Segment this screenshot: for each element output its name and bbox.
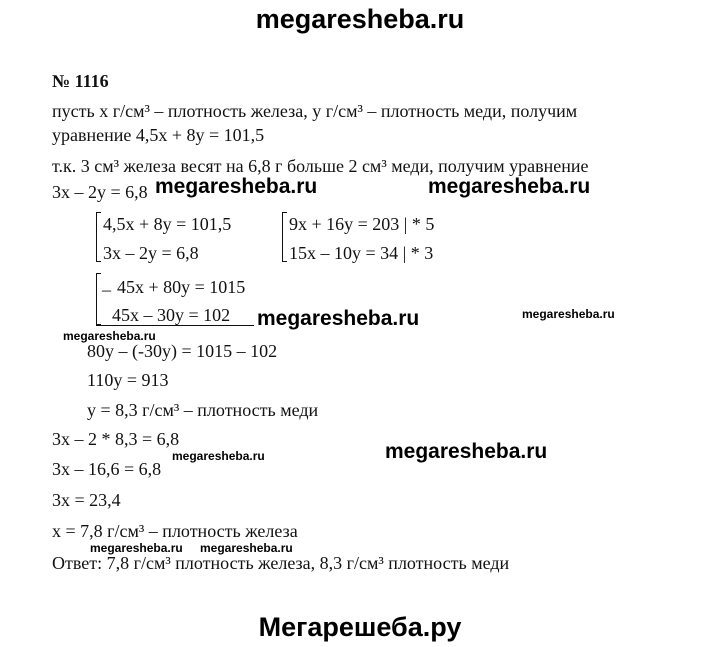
step: 110y = 913	[87, 370, 169, 390]
watermark-small: megaresheba.ru	[63, 329, 156, 343]
watermark-small: megaresheba.ru	[90, 541, 183, 555]
watermark-bottom: Мегарешеба.ру	[258, 612, 462, 642]
watermark-top: megaresheba.ru	[255, 4, 465, 34]
system-brace	[282, 212, 287, 262]
step: 80y – (-30y) = 1015 – 102	[87, 341, 278, 361]
text-line: т.к. 3 см³ железа весят на 6,8 г больше 2 см³ меди, получим уравнение	[52, 156, 589, 176]
step: y = 8,3 г/см³ – плотность меди	[87, 400, 319, 420]
text-line: пусть x г/см³ – плотность железа, у г/см³ – плотность меди, получим	[52, 101, 578, 121]
step: x = 7,8 г/см³ – плотность железа	[52, 521, 298, 541]
subtraction-underline	[96, 325, 254, 326]
watermark-inline: megaresheba.ru	[385, 440, 548, 463]
text-line: 3x – 2y = 6,8	[52, 182, 148, 202]
problem-number: № 1116	[52, 71, 109, 91]
system-brace	[96, 273, 101, 325]
text-line: уравнение 4,5x + 8y = 101,5	[52, 125, 265, 145]
step: 3x = 23,4	[52, 490, 121, 510]
watermark-inline: megaresheba.ru	[155, 175, 318, 198]
step: 3x – 16,6 = 6,8	[52, 459, 162, 479]
answer: Ответ: 7,8 г/см³ плотность железа, 8,3 г/см³ плотность меди	[52, 553, 510, 573]
step: 3x – 2 * 8,3 = 6,8	[52, 429, 180, 449]
watermark-small: megaresheba.ru	[172, 449, 265, 463]
equation: 45x – 30y = 102	[112, 305, 231, 325]
equation: 4,5x + 8y = 101,5	[103, 214, 232, 234]
watermark-small: megaresheba.ru	[522, 307, 615, 321]
equation: 45x + 80y = 1015	[117, 277, 246, 297]
minus-sign: _	[102, 273, 111, 293]
watermark-inline: megaresheba.ru	[428, 175, 591, 198]
equation: 9x + 16y = 203 | * 5	[289, 214, 435, 234]
equation: 15x – 10y = 34 | * 3	[289, 243, 434, 263]
equation: 3x – 2y = 6,8	[103, 243, 199, 263]
system-brace	[96, 212, 101, 262]
watermark-inline: megaresheba.ru	[257, 307, 420, 330]
watermark-small: megaresheba.ru	[200, 541, 293, 555]
